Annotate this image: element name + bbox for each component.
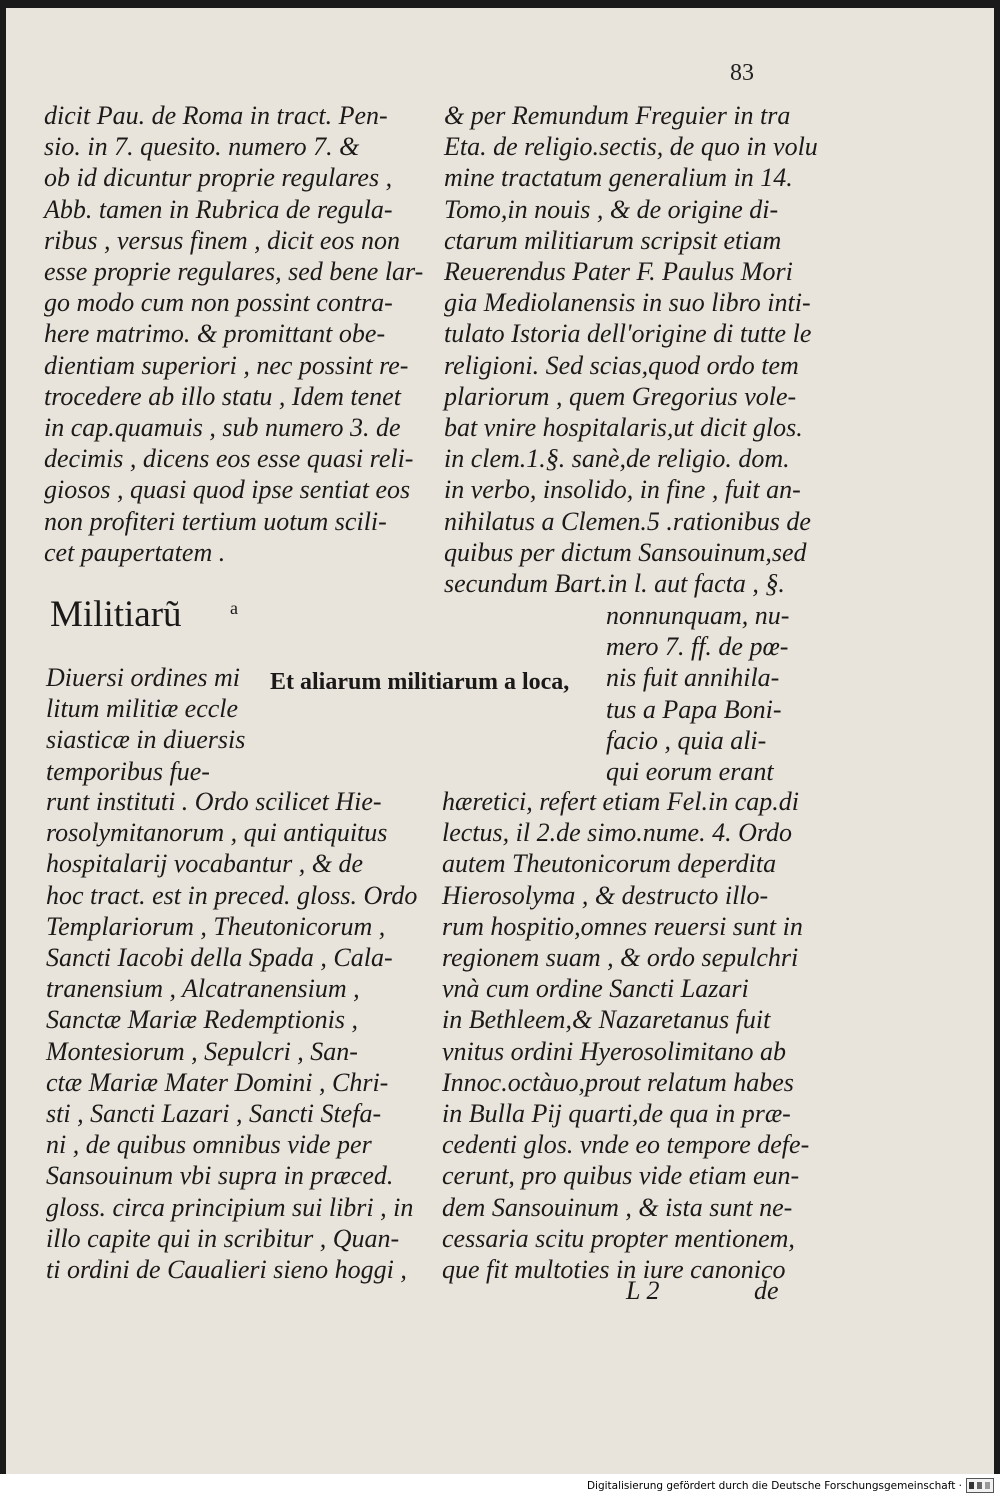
left-column-top-text: dicit Pau. de Roma in tract. Pen- sio. in 7. quesito. numero 7. & ob id dicuntur proprie regulares , Abb. tamen in Rubrica de regula- ribus , versus finem , dicit eos non esse proprie regulares, sed bene lar- go modo cum non possint contra- here matrimo. & promittant obe- dientiam superiori , nec possint re- trocedere ab illo statu , Idem tenet in cap.quamuis , sub numero 3. de decimis , dicens eos esse quasi reli- giosos , quasi quod ipse sentiat eos non profiteri tertium uotum scili- cet paupertatem . (44, 101, 424, 567)
right-column-top-text: & per Remundum Freguier in tra Eta. de religio.sectis, de quo in volu mine tractatum generalium in 14. Tomo,in nouis , & de origine di- ctarum militiarum scripsit etiam Reuerendus Pater F. Paulus Mori gia Mediolanensis in suo libro inti- tulato Istoria dell'origine di tutte le religioni. Sed scias,quod ordo tem plariorum , quem Gregorius vole- bat vnire hospitalaris,ut dicit glos. in clem.1.§. sanè,de religio. dom. in verbo, insolido, in fine , fuit an- nihilatus a Clemen.5 .rationibus de quibus per dictum Sansouinum,sed secundum Bart.in l. aut facta , §. (444, 101, 818, 599)
signature-mark: L 2 (626, 1276, 660, 1305)
dfg-logo-svg (967, 1479, 993, 1492)
section-heading: Militiarũ (50, 594, 182, 635)
dfg-logo-icon (966, 1478, 994, 1493)
footer-bar (0, 1474, 1000, 1498)
left-column-bottom-text: runt instituti . Ordo scilicet Hie- rosolymitanorum , qui antiquitus hospitalarij vocabantur , & de hoc tract. est in preced. gloss. Ordo Templariorum , Theutonicorum , Sancti Iacobi della Spada , Cala- tranensium , Alcatranensium , Sanctæ Mariæ Redemptionis , Montesiorum , Sepulcri , San- ctæ Mariæ Mater Domini , Chri- sti , Sancti Lazari , Sancti Stefa- ni , de quibus omnibus vide per Sansouinum vbi supra in præced. gloss. circa principium sui libri , in illo capite qui in scribitur , Quan- ti ordini de Caualieri sieno hoggi , (46, 787, 418, 1285)
right-narrow-text: nonnunquam, nu- mero 7. ff. de pœ- nis fuit annihila- tus a Papa Boni- facio , quia ali- qui eorum erant (606, 601, 790, 787)
heading-note-mark: a (230, 598, 238, 618)
left-narrow-text: Diuersi ordines mi litum militiæ eccle siasticæ in diuersis temporibus fue- (46, 663, 246, 786)
folio-number: 83 (730, 60, 754, 86)
footer-credit: Digitalisierung gefördert durch die Deutsche Forschungsgemeinschaft · (586, 1480, 962, 1492)
catchword: de (754, 1276, 779, 1305)
book-page (6, 8, 994, 1474)
section-subheading: Et aliarum militiarum a loca, (270, 669, 570, 695)
right-column-bottom-text: hæretici, refert etiam Fel.in cap.di lectus, il 2.de simo.nume. 4. Ordo autem Theutonicorum deperdita Hierosolyma , & destructo illo- rum hospitio,omnes reuersi sunt in regionem suam , & ordo sepulchri vnà cum ordine Sancti Lazari in Bethleem,& Nazaretanus fuit vnitus ordini Hyerosolimitano ab Innoc.octàuo,prout relatum habes in Bulla Pij quarti,de qua in præ- cedenti glos. vnde eo tempore defe- cerunt, pro quibus vide etiam eun- dem Sansouinum , & ista sunt ne- cessaria scitu propter mentionem, que fit multoties in iure canonico (442, 787, 810, 1285)
